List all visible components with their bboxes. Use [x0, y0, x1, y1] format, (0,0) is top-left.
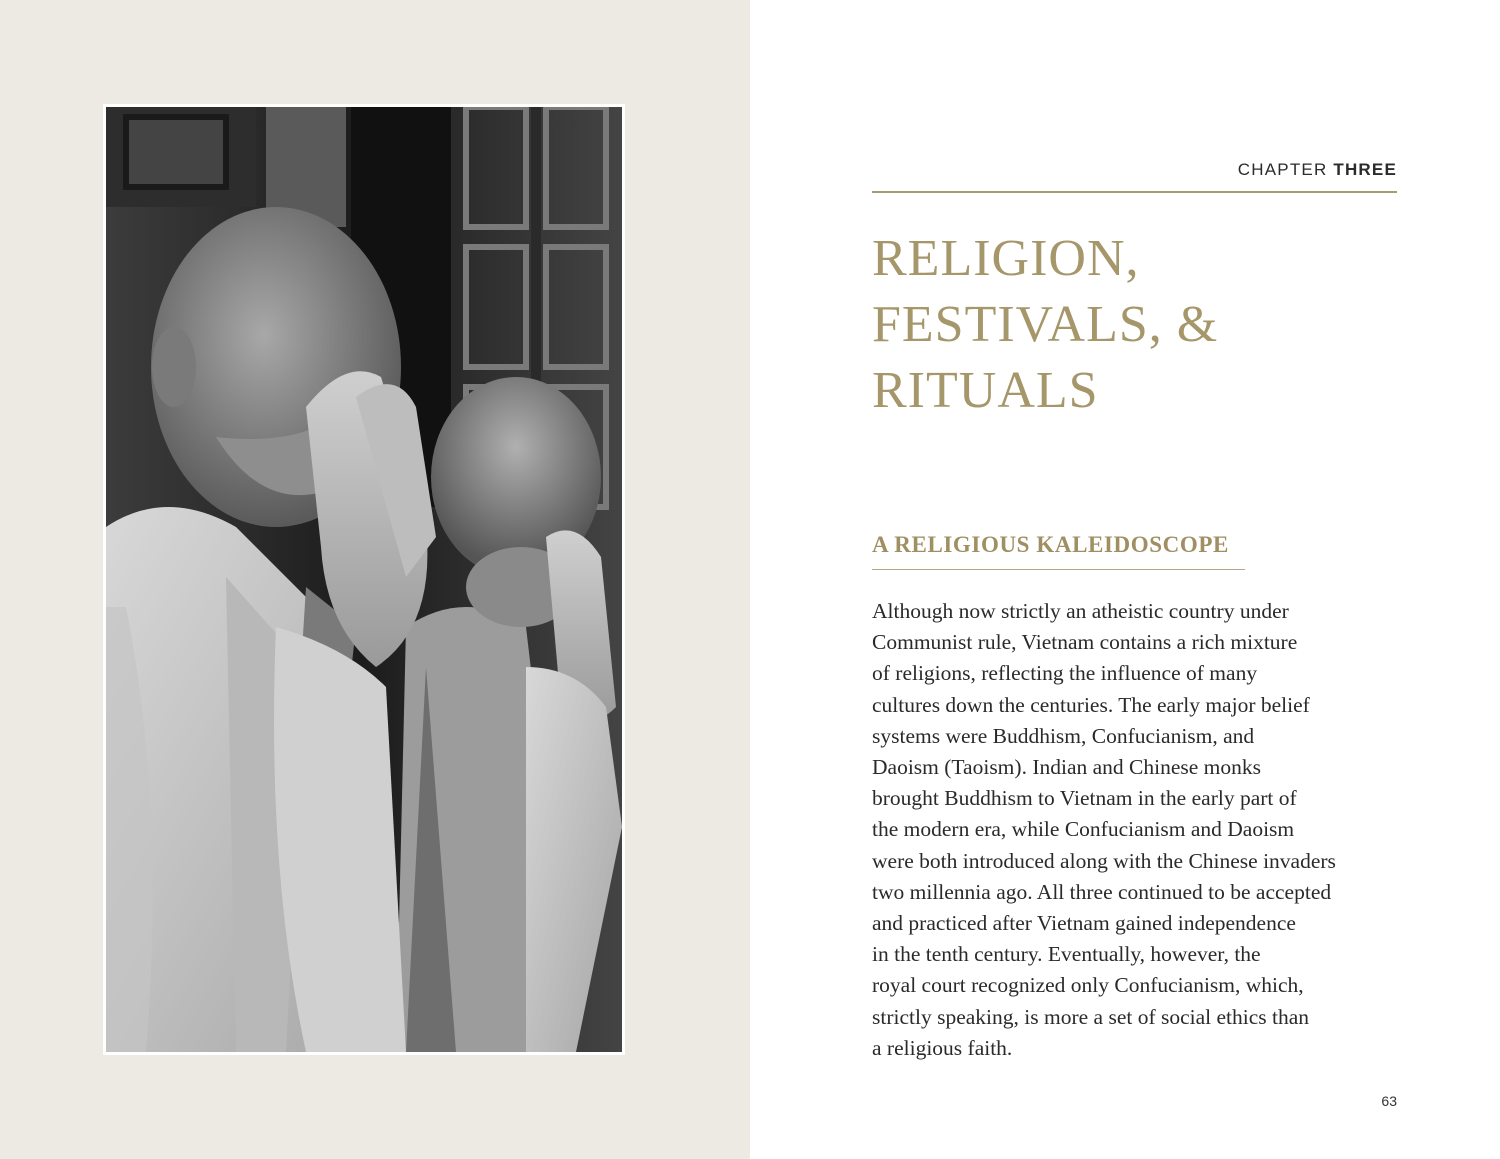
- body-line: two millennia ago. All three continued to be accepted: [872, 879, 1332, 904]
- chapter-rule: [872, 191, 1397, 193]
- chapter-title-line: FESTIVALS, &: [872, 296, 1219, 353]
- page-number: 63: [1381, 1093, 1397, 1109]
- body-line: brought Buddhism to Vietnam in the early part of: [872, 786, 1297, 811]
- body-line: the modern era, while Confucianism and Daoism: [872, 817, 1295, 842]
- body-line: Although now strictly an atheistic country under: [872, 599, 1289, 623]
- body-line: in the tenth century. Eventually, however, the: [872, 942, 1261, 967]
- chapter-number: THREE: [1333, 160, 1397, 179]
- monks-praying-photo: [106, 107, 622, 1052]
- photo-frame: [103, 104, 625, 1055]
- body-line: royal court recognized only Confucianism, which,: [872, 973, 1304, 998]
- body-line: systems were Buddhism, Confucianism, and: [872, 723, 1255, 748]
- section-rule: [872, 569, 1245, 570]
- body-line: of religions, reflecting the influence of many: [872, 661, 1258, 686]
- body-paragraph: [872, 596, 1412, 1064]
- body-line: cultures down the centuries. The early major belief: [872, 692, 1310, 717]
- body-line: Daoism (Taoism). Indian and Chinese monks: [872, 755, 1262, 780]
- chapter-word: CHAPTER: [1237, 160, 1328, 179]
- body-line: a religious faith.: [872, 1035, 1013, 1060]
- chapter-label: [1238, 160, 1397, 180]
- chapter-title-line: RELIGION,: [872, 230, 1140, 287]
- chapter-title: [872, 226, 1218, 424]
- chapter-title-line: RITUALS: [872, 362, 1099, 419]
- section-heading: A RELIGIOUS KALEIDOSCOPE: [872, 532, 1229, 557]
- body-line: strictly speaking, is more a set of social ethics than: [872, 1004, 1310, 1029]
- body-line: were both introduced along with the Chinese invaders: [872, 848, 1336, 873]
- right-page: [750, 0, 1500, 1159]
- body-line: and practiced after Vietnam gained independence: [872, 911, 1296, 936]
- body-line: Communist rule, Vietnam contains a rich mixture: [872, 630, 1298, 655]
